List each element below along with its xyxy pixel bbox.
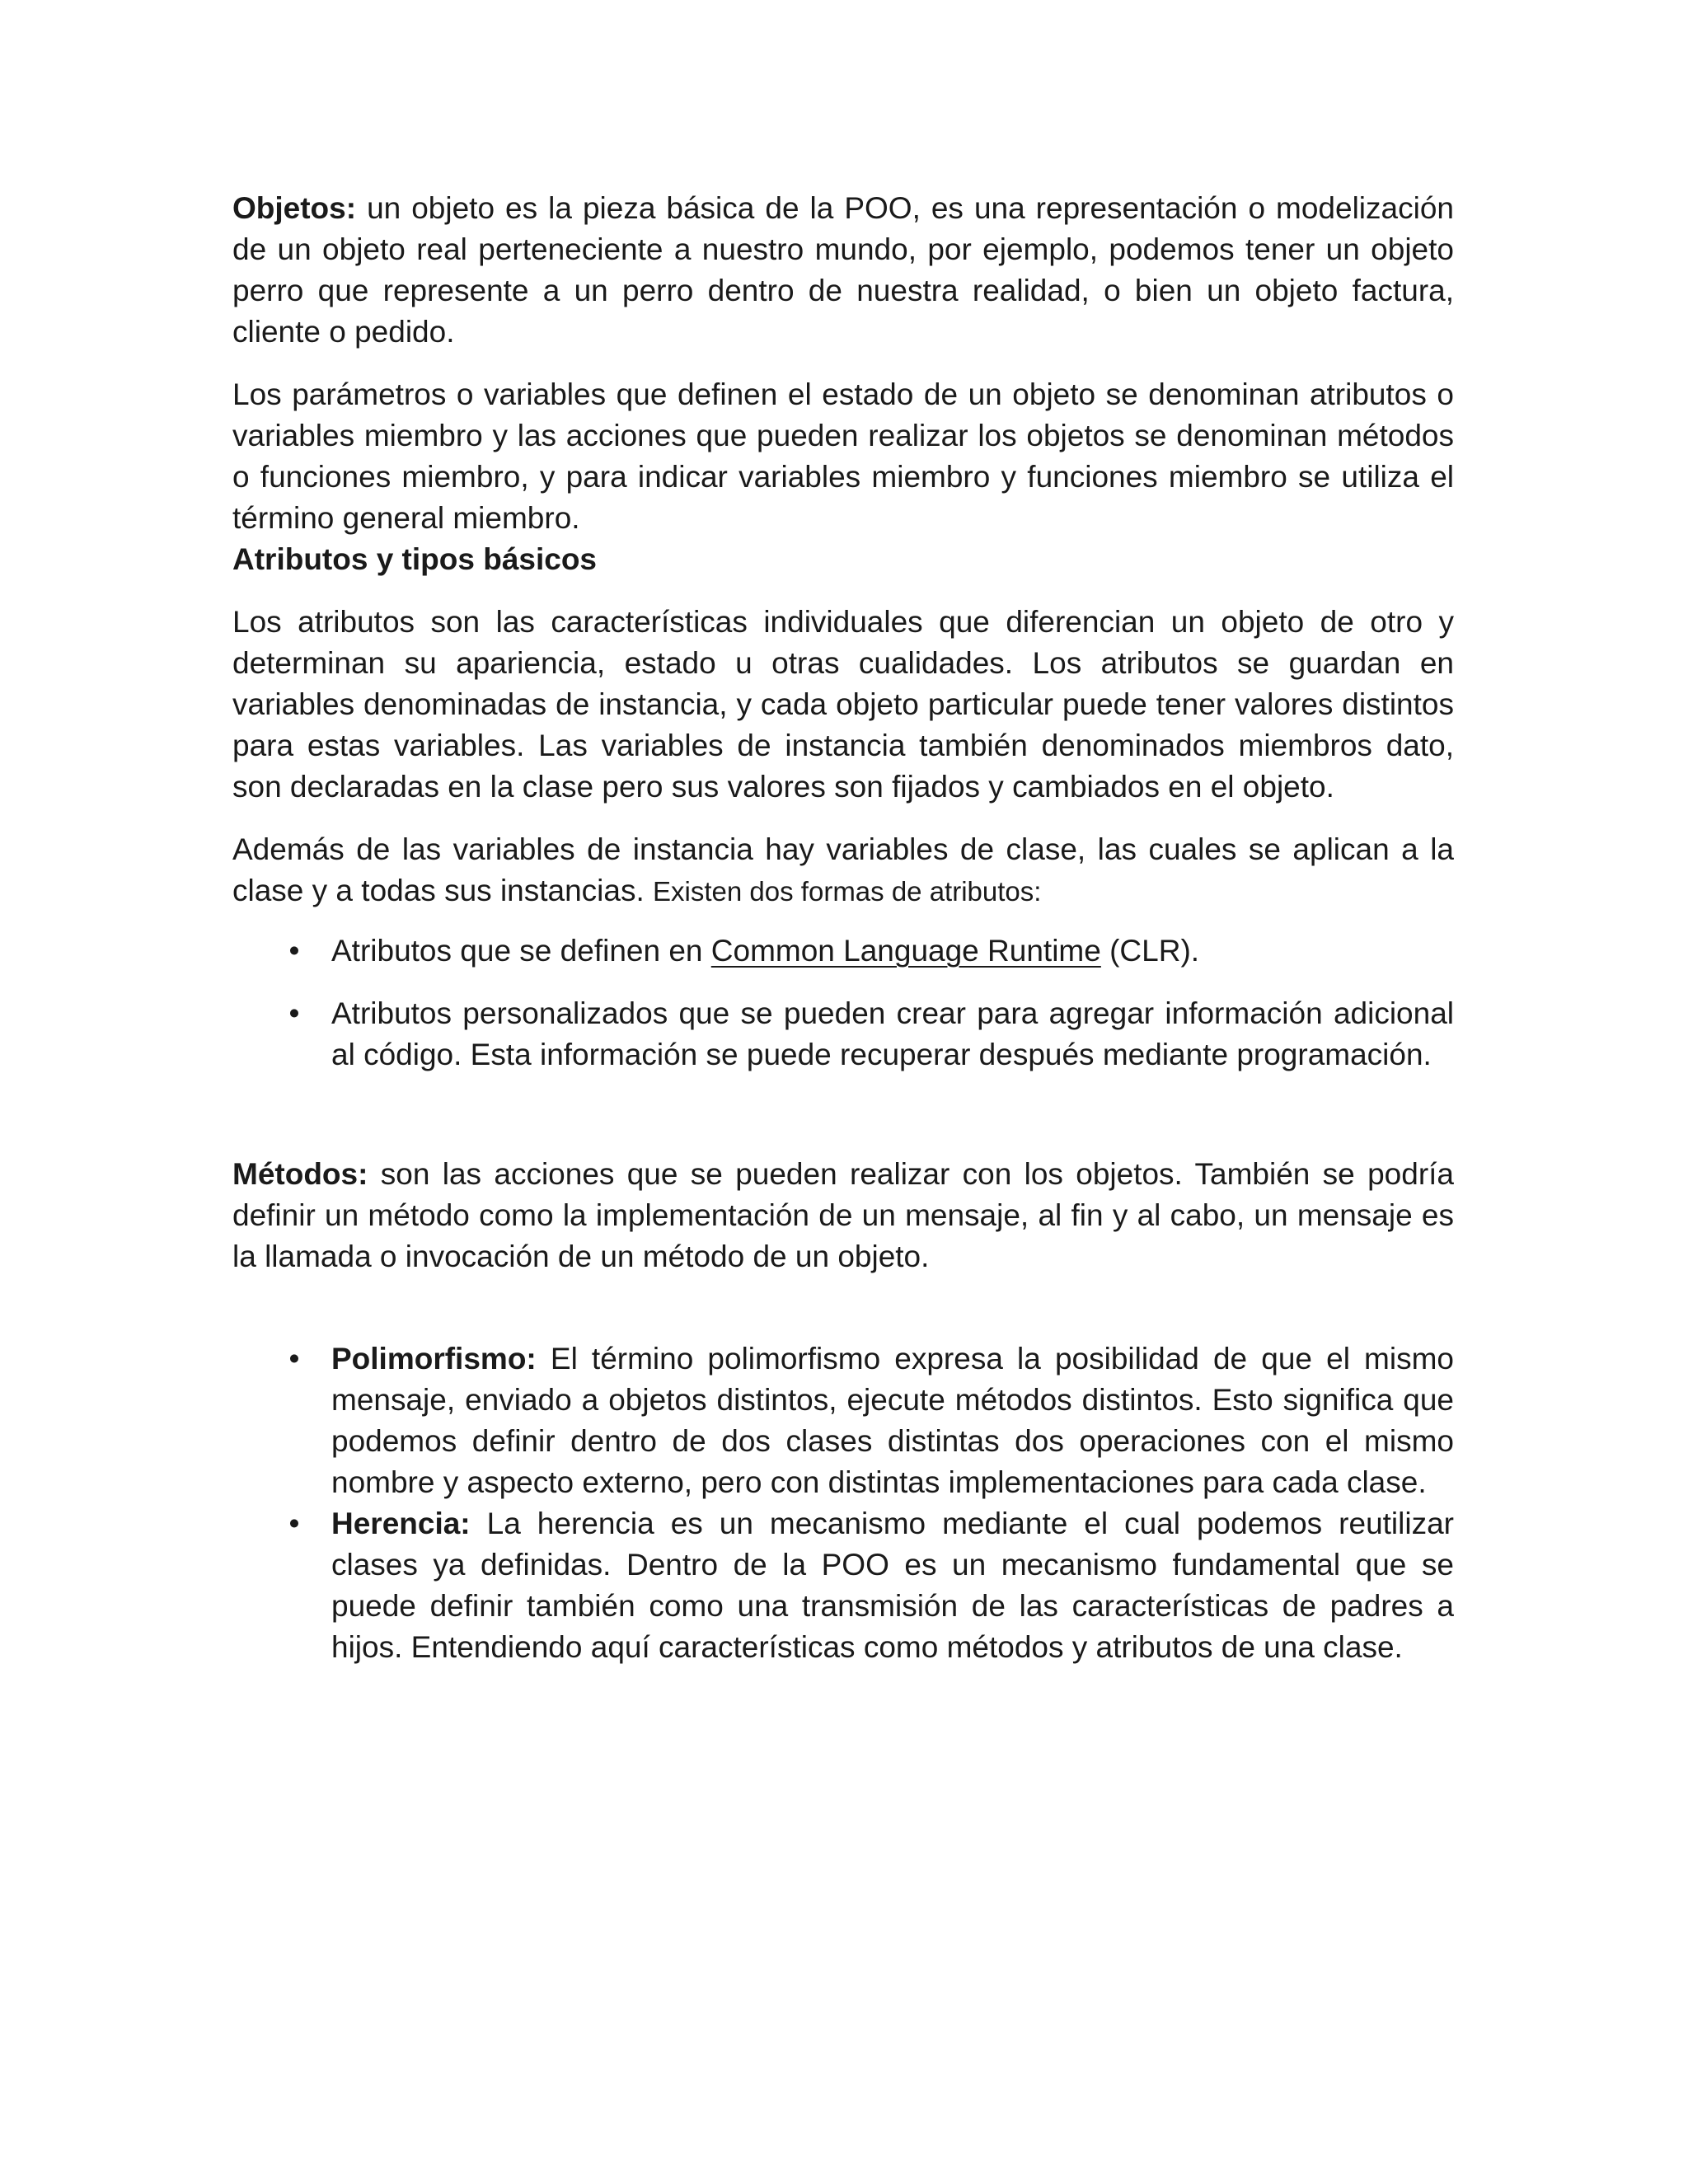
bullet-icon: •	[288, 934, 300, 968]
herencia-label: Herencia:	[331, 1507, 471, 1540]
atributos-paragraph-2-text: Además de las variables de instancia hay variables de clase, las cuales se aplican a la clase y a todas sus instancias.	[232, 832, 1454, 907]
bullet-2-text: Atributos personalizados que se pueden crear para agregar información adicional al código. Esta información se puede recuperar después mediante programación.	[331, 996, 1454, 1071]
bullet-icon: •	[288, 1342, 300, 1376]
atributos-paragraph-2	[232, 829, 1454, 912]
objetos-label: Objetos:	[232, 191, 357, 225]
bullet-icon: •	[288, 1507, 300, 1540]
herencia-text: La herencia es un mecanismo mediante el cual podemos reutilizar clases ya definidas. Dentro de la POO es un mecanismo fundamental que se puede definir también como una transmisión de las características de padres a hijos. Entendiendo aquí características como métodos y atributos de una clase.	[331, 1507, 1454, 1664]
metodos-paragraph	[232, 1154, 1454, 1277]
bullet-icon: •	[288, 996, 300, 1030]
document-body	[232, 188, 1454, 1668]
atributos-forms-intro: Existen dos formas de atributos:	[653, 876, 1042, 907]
conceptos-list	[232, 1338, 1454, 1668]
objetos-text: un objeto es la pieza básica de la POO, es una representación o modelización de un objeto real perteneciente a nuestro mundo, por ejemplo, podemos tener un objeto perro que represente a un perro dentro de nuestra realidad, o bien un objeto factura, cliente o pedido.	[232, 191, 1454, 349]
parametros-paragraph: Los parámetros o variables que definen el estado de un objeto se denominan atributos o variables miembro y las acciones que pueden realizar los objetos se denominan métodos o funciones miembro, y para indicar variables miembro y funciones miembro se utiliza el término general miembro.	[232, 377, 1454, 535]
atributos-paragraph-1: Los atributos son las características individuales que diferencian un objeto de otro y determinan su apariencia, estado u otras cualidades. Los atributos se guardan en variables denominadas de instancia, y cada objeto particular puede tener valores distintos para estas variables. Las variables de instancia también denominados miembros dato, son declaradas en la clase pero sus valores son fijados y cambiados en el objeto.	[232, 605, 1454, 804]
bullet-1-pre: Atributos que se definen en	[331, 934, 711, 968]
bullet-1-post: (CLR).	[1100, 934, 1200, 968]
list-item	[232, 993, 1454, 1076]
list-item	[232, 1338, 1454, 1503]
polimorfismo-text: El término polimorfismo expresa la posibilidad de que el mismo mensaje, enviado a objetos distintos, ejecute métodos distintos. Esto significa que podemos definir dentro de dos clases distintas dos operaciones con el mismo nombre y aspecto externo, pero con distintas implementaciones para cada clase.	[331, 1342, 1454, 1499]
list-item	[232, 930, 1454, 972]
polimorfismo-label: Polimorfismo:	[331, 1342, 537, 1376]
atributos-heading: Atributos y tipos básicos	[232, 542, 598, 576]
atributos-forms-list	[232, 930, 1454, 1076]
objetos-paragraph	[232, 188, 1454, 353]
clr-link[interactable]: Common Language Runtime	[710, 934, 1101, 968]
list-item	[232, 1503, 1454, 1668]
metodos-text: son las acciones que se pueden realizar con los objetos. También se podría definir un método como la implementación de un mensaje, al fin y al cabo, un mensaje es la llamada o invocación de un método de un objeto.	[232, 1157, 1454, 1273]
metodos-label: Métodos:	[232, 1157, 368, 1191]
